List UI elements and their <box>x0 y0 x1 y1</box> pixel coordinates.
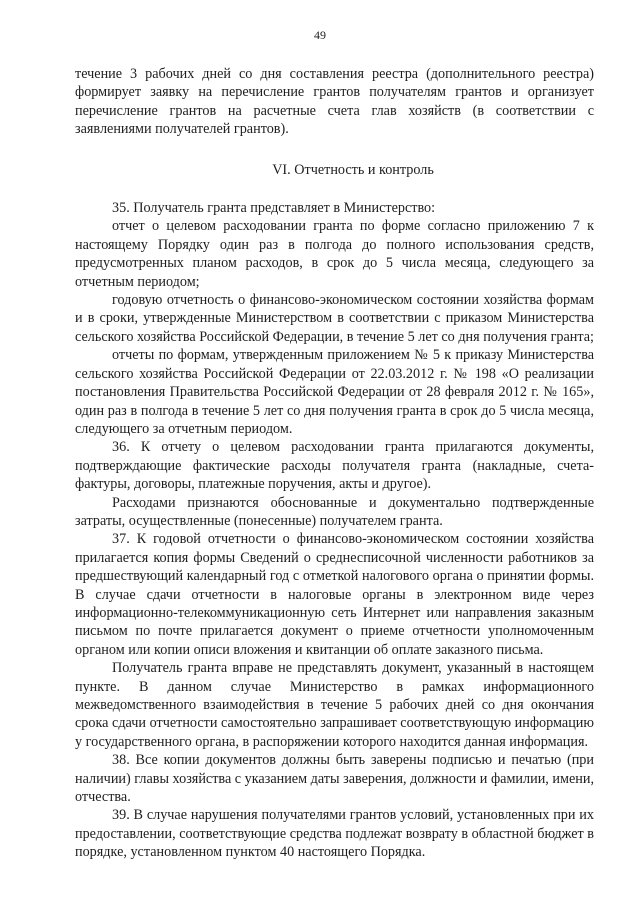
paragraph-39: 39. В случае нарушения получателями грантов условий, установленных при их предоставлении, соответствующие средства подлежат возврату в областной бюджет в порядке, установленном пунктом 40 настоящего Порядка. <box>75 807 594 861</box>
paragraph-35: 35. Получатель гранта представляет в Министерство: <box>112 200 436 217</box>
document-body <box>75 65 594 862</box>
paragraph-37: 37. К годовой отчетности о финансово-экономическом состоянии хозяйства прилагается копия формы Сведений о среднесписочной численности работников за предшествующий календарный год с отметкой налогового органа о принятии формы. В случае сдачи отчетности в налоговые органы в электронном виде через информационно-телекоммуникационную сеть Интернет или направления заказным письмом по почте прилагается документ о приеме отчетности уполномоченным органом или копии описи вложения и квитанции об оплате заказного письма. <box>75 531 594 658</box>
paragraph-37-optional: Получатель гранта вправе не представлять документ, указанный в настоящем пункте. В данном случае Министерство в рамках информационного межведомственного взаимодействия в течение 5 рабочих дней со дня окончания срока сдачи отчетности самостоятельно запрашивает соответствующую информацию у государственного органа, в распоряжении которого находится данная информация. <box>75 660 594 750</box>
paragraph-35-forms: отчеты по формам, утвержденным приложением № 5 к приказу Министерства сельского хозяйства Российской Федерации от 22.03.2012 г. № 198 «О реализации постановления Правительства Российской Федерации от 28 февраля 2012 г. № 165», один раз в полгода в течение 5 лет со дня получения гранта в срок до 5 числа месяца, следующего за отчетным периодом. <box>75 347 594 437</box>
paragraph-38: 38. Все копии документов должны быть заверены подписью и печатью (при наличии) главы хозяйства с указанием даты заверения, должности и фамилии, имени, отчества. <box>75 752 594 806</box>
paragraph-35-report-usage: отчет о целевом расходовании гранта по форме согласно приложению 7 к настоящему Порядку один раз в полгода до полного использования средств, предусмотренных планом расходов, в срок до 5 числа месяца, следующего за отчетным периодом; <box>75 218 594 290</box>
paragraph-36-expenses: Расходами признаются обоснованные и документально подтвержденные затраты, осуществленные (понесенные) получателем гранта. <box>75 494 594 529</box>
paragraph-35-annual-report: годовую отчетность о финансово-экономическом состоянии хозяйства формам и в сроки, утвержденные Министерством в соответствии с приказом Министерства сельского хозяйства Российской Федерации, в течение 5 лет со дня получения гранта; <box>75 292 594 345</box>
page-number: 49 <box>314 28 326 42</box>
section-heading: VI. Отчетность и контроль <box>272 161 434 178</box>
paragraph-36: 36. К отчету о целевом расходовании гранта прилагаются документы, подтверждающие фактические расходы получателя гранта (накладные, счета-фактуры, договоры, платежные поручения, акты и другое). <box>75 439 594 493</box>
paragraph-continuation: течение 3 рабочих дней со дня составления реестра (дополнительного реестра) формирует заявку на перечисление грантов получателям грантов и организует перечисление грантов на расчетные счета глав хозяйств (в соответствии с заявлениями получателей грантов). <box>75 66 594 138</box>
